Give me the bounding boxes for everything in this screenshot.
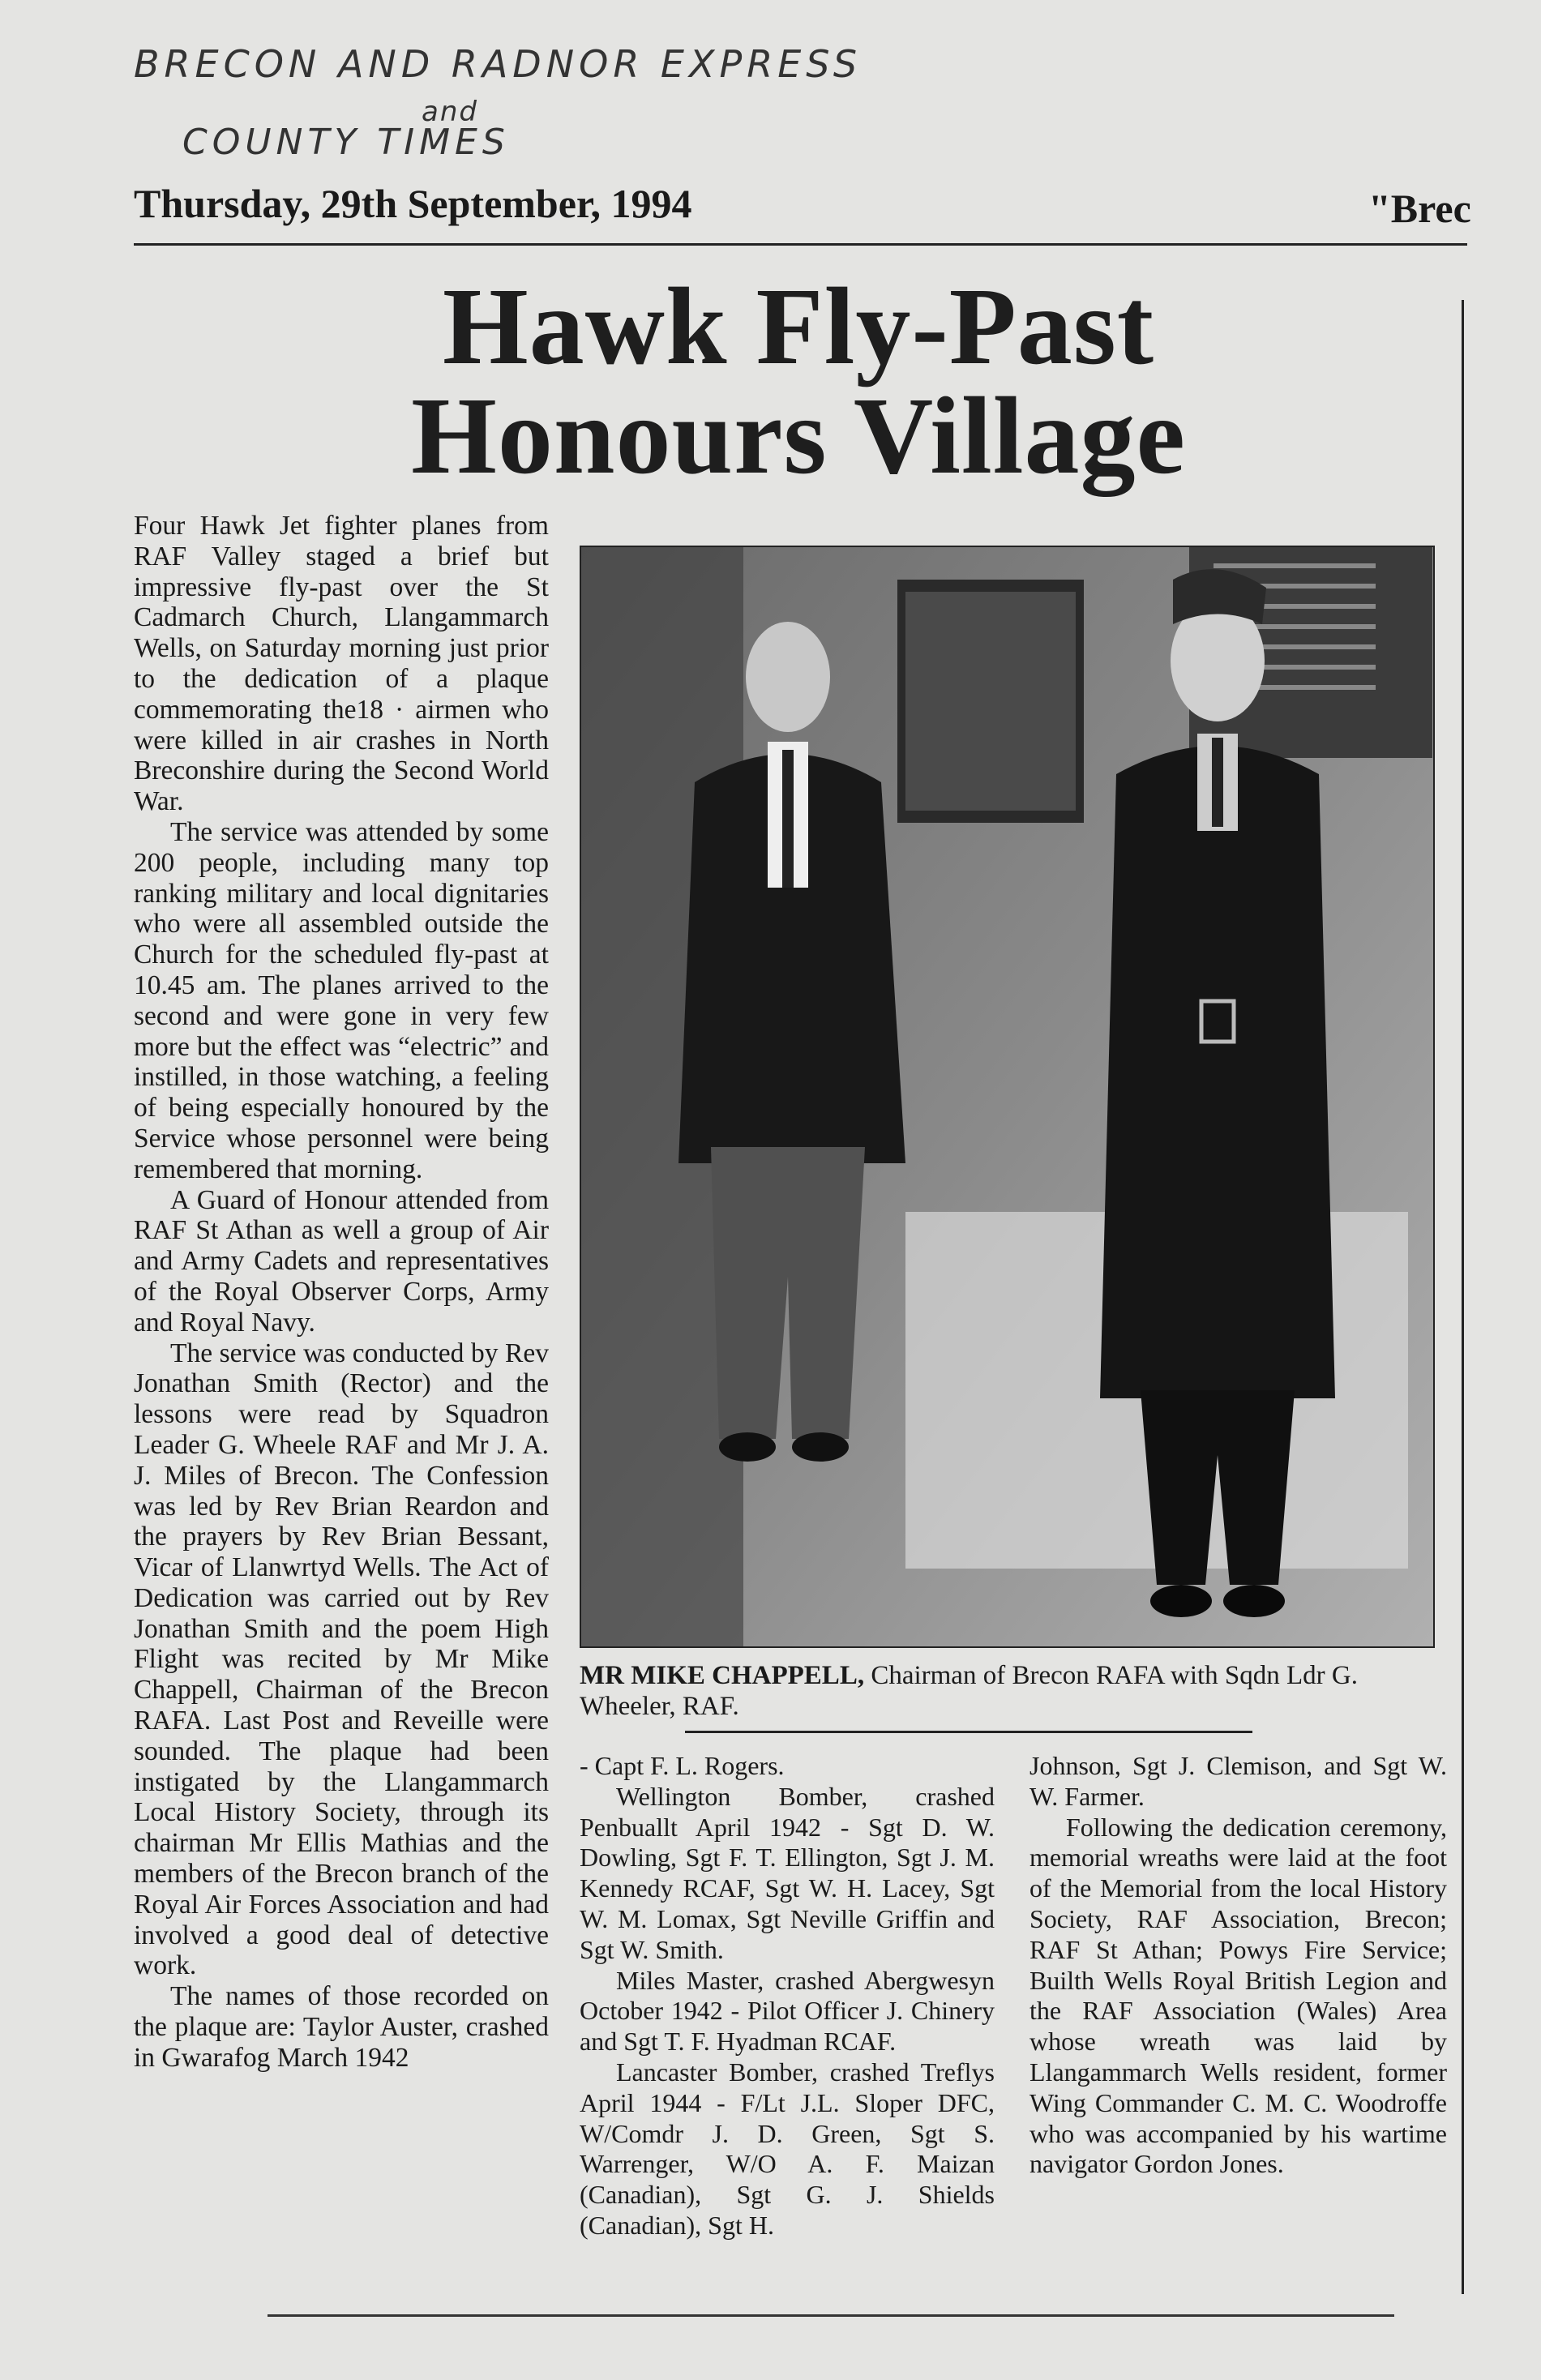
- headline-line2: Honours Village: [411, 375, 1186, 497]
- paragraph: Lancaster Bomber, crashed Treflys April 1944 - F/Lt J.L. Sloper DFC, W/Comdr J. D. Green, Sgt S. Warrenger, W/O A. F. Maizan (Canadian), Sgt G. J. Shields (Canadian), Sgt H.: [580, 2057, 995, 2240]
- left-column: [134, 511, 549, 2074]
- caption-rule: [685, 1731, 1252, 1733]
- handwritten-masthead-line2: and: [422, 96, 478, 128]
- photo-two-men-at-memorial: [581, 547, 1433, 1646]
- headline-line1: Hawk Fly-Past: [442, 266, 1155, 387]
- handwritten-masthead-line1: BRECON AND RADNOR EXPRESS: [134, 42, 863, 86]
- paragraph: Miles Master, crashed Abergwesyn October 1942 - Pilot Officer J. Chinery and Sgt T. F. Hyadman RCAF.: [580, 1965, 995, 2057]
- middle-column: [580, 1751, 995, 2241]
- paragraph: The service was attended by some 200 people, including many top ranking military and local dignitaries who were all assembled outside the Church for the scheduled fly-past at 10.45 am. The planes arrived to the second and were gone in very few more but the effect was “electric” and instilled, in those watching, a feeling of being especially honoured by the Service whose personnel were being remembered that morning.: [134, 816, 549, 1184]
- caption-name: MR MIKE CHAPPELL,: [580, 1661, 865, 1690]
- paragraph: - Capt F. L. Rogers.: [580, 1751, 785, 1780]
- paragraph: The service was conducted by Rev Jonathan Smith (Rector) and the lessons were read by Squadron Leader G. Wheele RAF and Mr J. A. J. Miles of Brecon. The Confession was led by Rev Brian Reardon and the prayers by Rev Brian Bessant, Vicar of Llanwrtyd Wells. The Act of Dedication was carried out by Rev Jonathan Smith and the poem High Flight was recited by Mr Mike Chappell, Chairman of the Brecon RAFA. Last Post and Reveille were sounded. The plaque had been instigated by the Llangammarch Local History Society, through its chairman Mr Ellis Mathias and the members of the Brecon branch of the Royal Air Forces Association and had involved a good deal of detective work.: [134, 1338, 549, 1981]
- dateline: Thursday, 29th September, 1994: [134, 181, 692, 226]
- paragraph: A Guard of Honour attended from RAF St Athan as well a group of Air and Army Cadets and representatives of the Royal Observer Corps, Army and Royal Navy.: [134, 1184, 549, 1338]
- caption-text: Chairman of Brecon RAFA with Sqdn Ldr G. Wheeler, RAF.: [580, 1661, 1358, 1721]
- column-rule: [1462, 300, 1464, 2294]
- running-head-fragment: "Brec: [1368, 186, 1471, 231]
- photo-caption: [580, 1660, 1449, 1722]
- paragraph: Following the dedication ceremony, memorial wreaths were laid at the foot of the Memorial from the local History Society, RAF Association, Brecon; RAF St Athan; Powys Fire Service; Builth Wells Royal British Legion and the RAF Association (Wales) Area whose wreath was laid by Llangammarch Wells resident, former Wing Commander C. M. C. Woodroffe who was accompanied by his wartime navigator Gordon Jones.: [1029, 1812, 1447, 2179]
- paragraph: Johnson, Sgt J. Clemison, and Sgt W. W. Farmer.: [1029, 1751, 1447, 1811]
- bottom-rule: [268, 2314, 1394, 2317]
- top-rule: [134, 243, 1467, 246]
- news-photo: [580, 546, 1435, 1648]
- paragraph: The names of those recorded on the plaque are: Taylor Auster, crashed in Gwarafog March 1942: [134, 1981, 549, 2073]
- paragraph: Wellington Bomber, crashed Penbuallt April 1942 - Sgt D. W. Dowling, Sgt F. T. Ellington, Sgt J. M. Kennedy RCAF, Sgt W. H. Lacey, Sgt W. M. Lomax, Sgt Neville Griffin and Sgt W. Smith.: [580, 1781, 995, 1964]
- handwritten-masthead-line3: COUNTY TIMES: [182, 122, 510, 163]
- paragraph: Four Hawk Jet fighter planes from RAF Valley staged a brief but impressive fly-past over the St Cadmarch Church, Llangammarch Wells, on Saturday morning just prior to the dedication of a plaque commemorating the18 · airmen who were killed in air crashes in North Breconshire during the Second World War.: [134, 511, 549, 817]
- right-column: [1029, 1751, 1447, 2180]
